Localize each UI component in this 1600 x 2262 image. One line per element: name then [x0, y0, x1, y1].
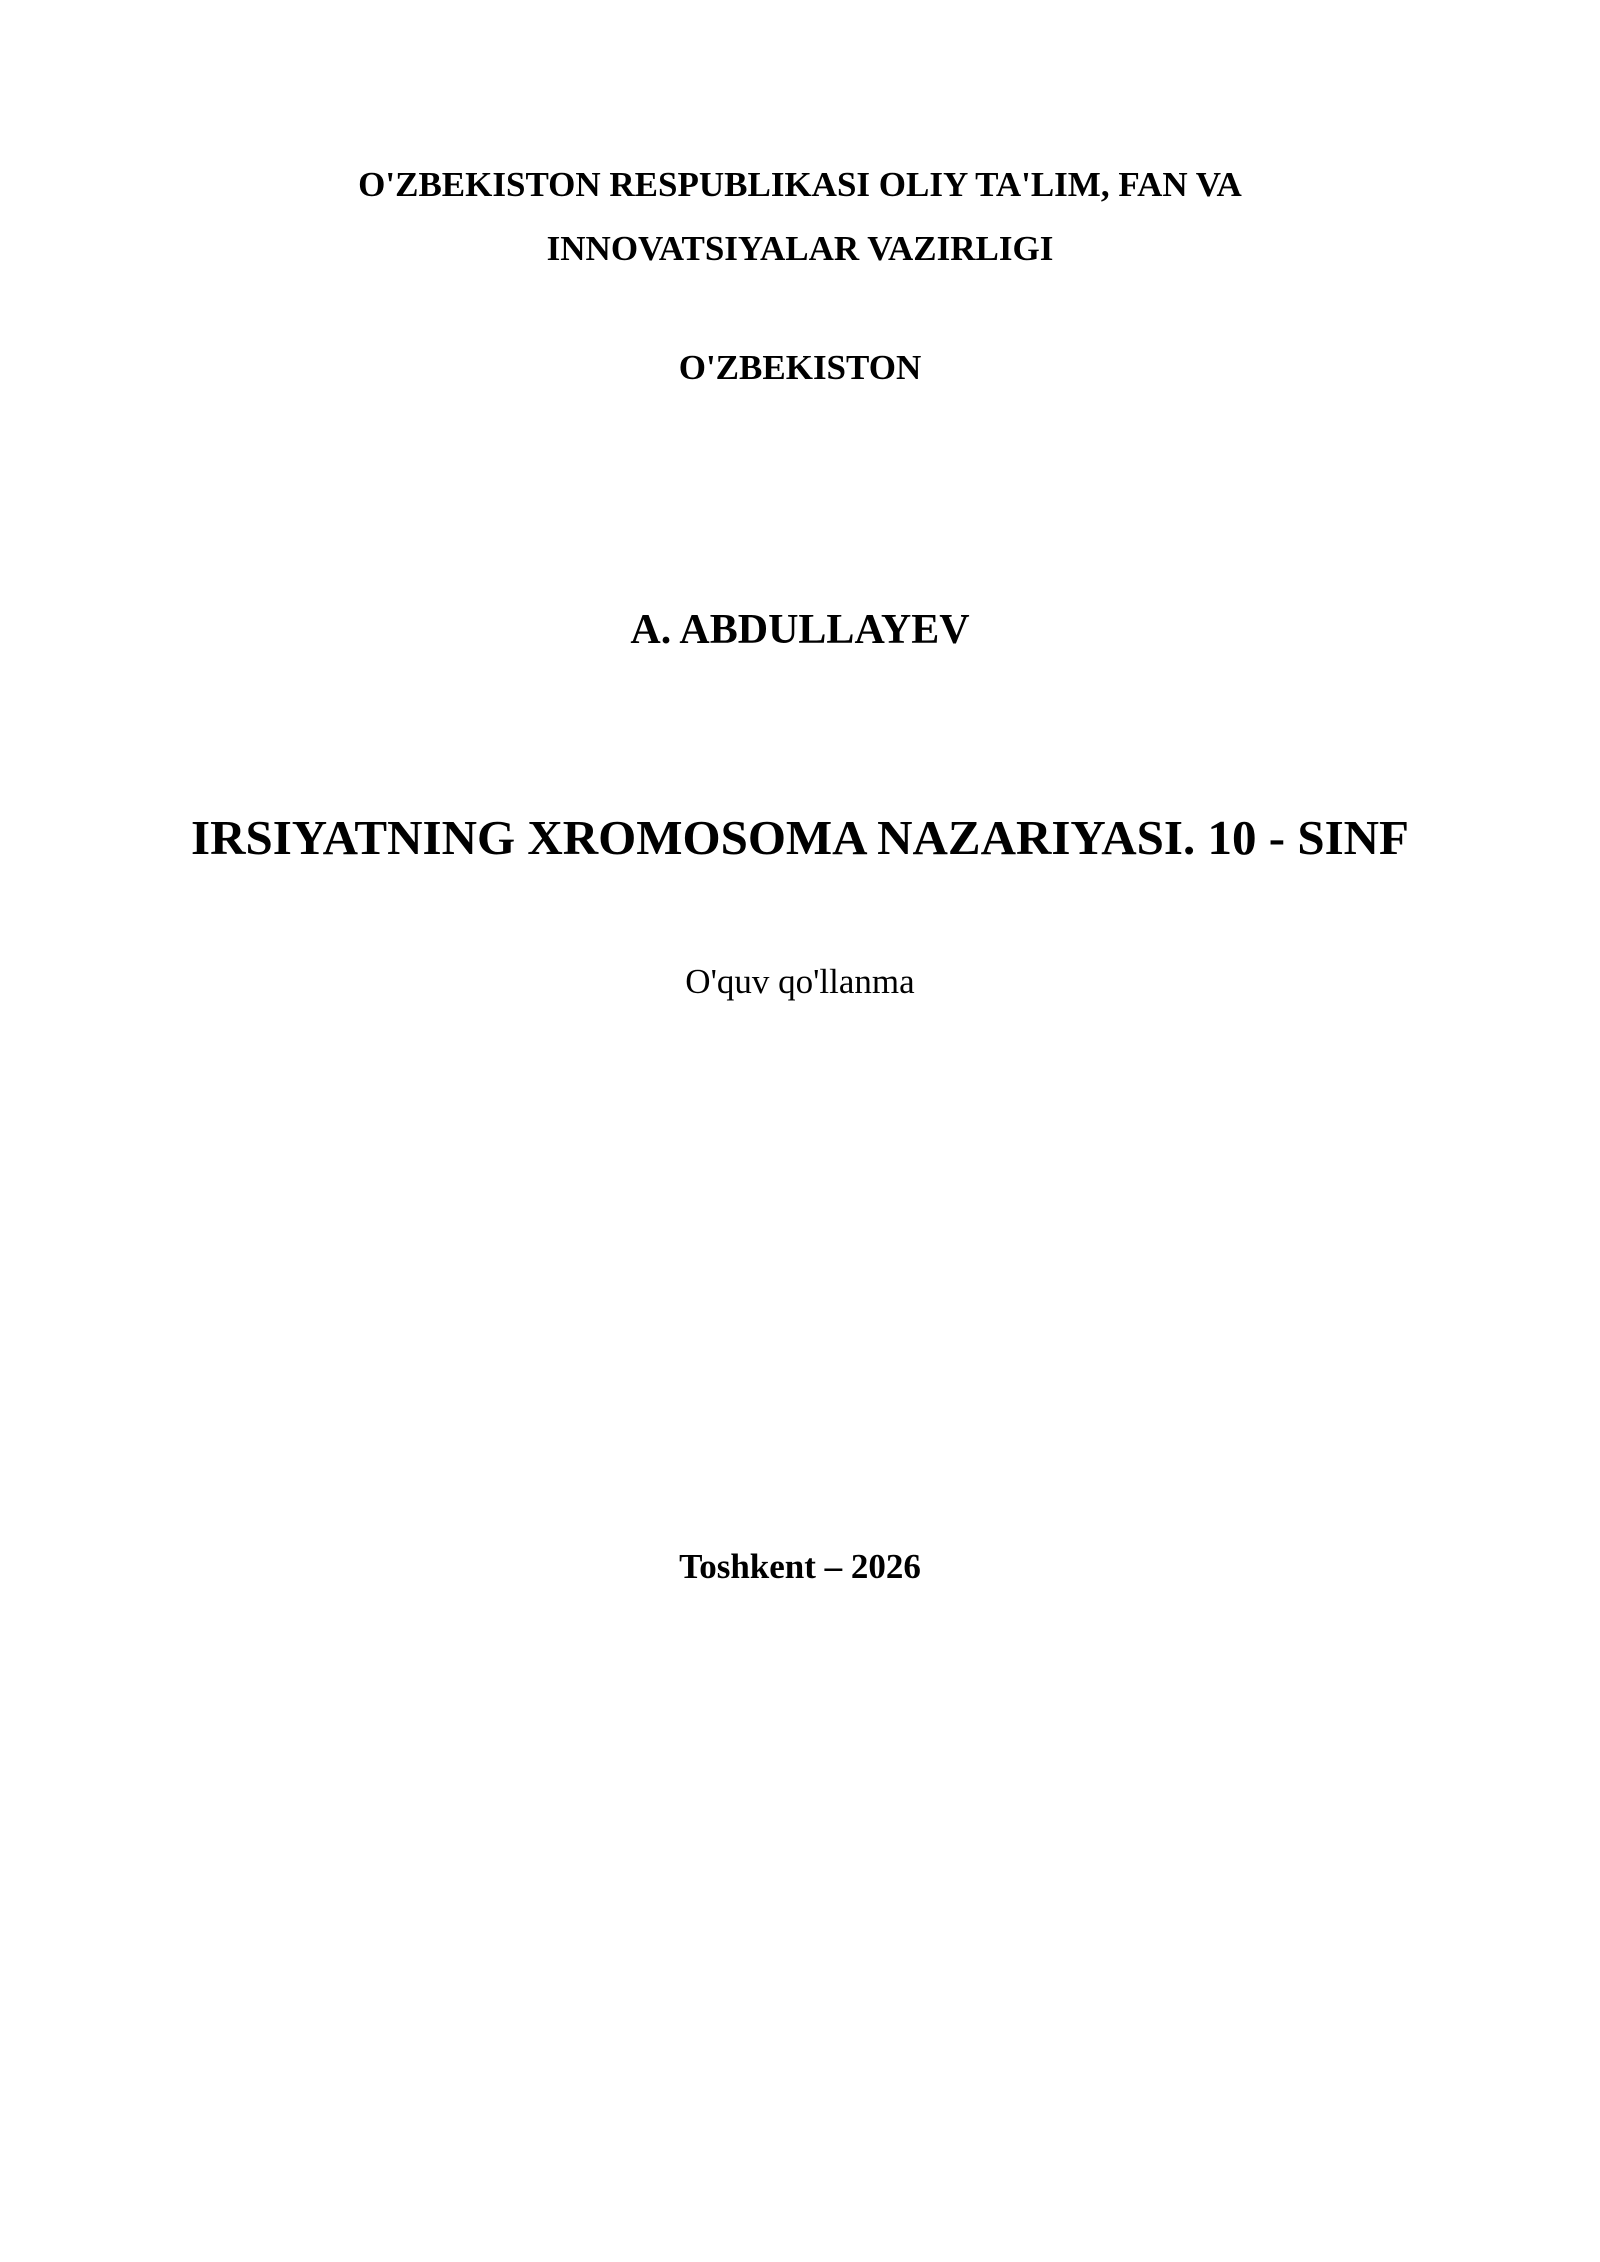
document-subtitle: O'quv qo'llanma	[685, 962, 915, 1001]
document-title: IRSIYATNING XROMOSOMA NAZARIYASI. 10 - SINF	[191, 810, 1409, 865]
ministry-heading-line-2: INNOVATSIYALAR VAZIRLIGI	[546, 229, 1054, 268]
place-and-year: Toshkent – 2026	[679, 1547, 921, 1586]
ministry-heading	[0, 153, 1600, 281]
country-heading: O'ZBEKISTON	[678, 348, 922, 387]
author-name: A. ABDULLAYEV	[630, 607, 970, 653]
ministry-heading-line-1: O'ZBEKISTON RESPUBLIKASI OLIY TA'LIM, FAN VA	[358, 165, 1242, 204]
